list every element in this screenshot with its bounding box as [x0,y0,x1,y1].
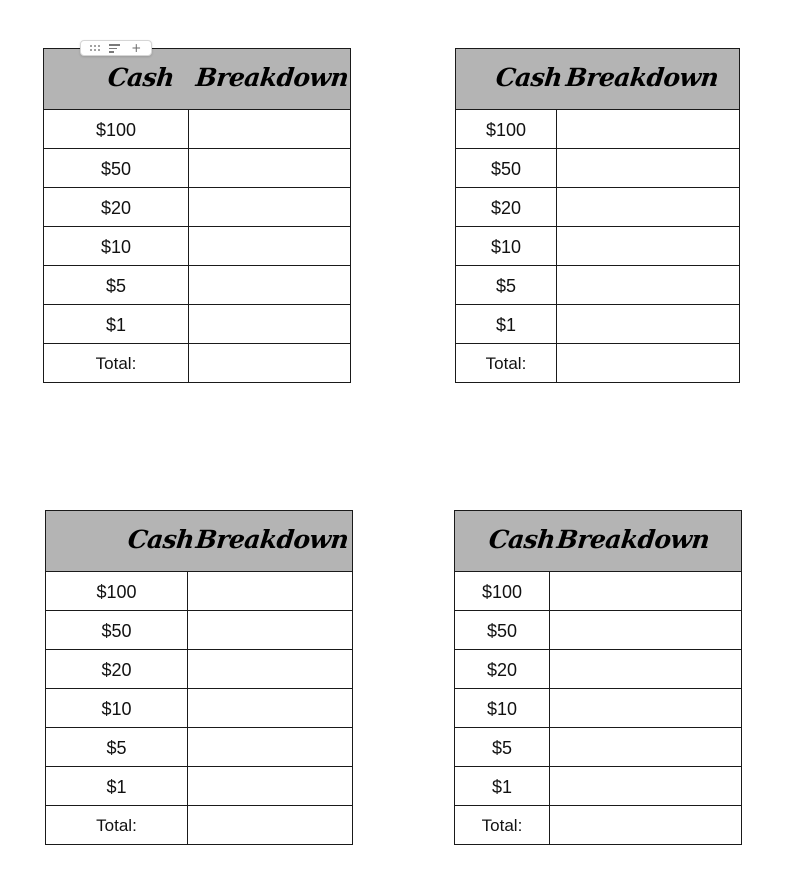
title-cash: Cash [126,525,196,554]
denomination-label: $20 [46,650,188,689]
amount-cell[interactable] [188,689,353,728]
denomination-label: $10 [456,227,557,266]
table-header-row [456,49,740,110]
table-row [46,728,353,767]
denomination-label: $5 [455,728,550,767]
table-handle-toolbar [80,40,152,56]
total-amount-cell[interactable] [557,344,740,383]
amount-cell[interactable] [189,266,351,305]
denomination-label: $10 [46,689,188,728]
denomination-label: $100 [46,572,188,611]
table-row [455,572,742,611]
table-title-cell [455,511,742,572]
total-label: Total: [456,344,557,383]
denomination-label: $50 [456,149,557,188]
table-header-row [46,511,353,572]
total-label: Total: [44,344,189,383]
drag-handle-icon[interactable] [89,44,101,52]
cash-breakdown-table-top-left [43,48,351,383]
denomination-label: $20 [456,188,557,227]
table-row [455,767,742,806]
cash-breakdown-table-bottom-right [454,510,742,845]
table-row [44,227,351,266]
amount-cell[interactable] [189,188,351,227]
amount-cell[interactable] [550,611,742,650]
denomination-label: $1 [456,305,557,344]
total-row [455,806,742,845]
amount-cell[interactable] [550,767,742,806]
amount-cell[interactable] [550,728,742,767]
amount-cell[interactable] [188,572,353,611]
table-row [455,728,742,767]
total-label: Total: [46,806,188,845]
plus-icon[interactable]: + [131,41,142,55]
amount-cell[interactable] [188,650,353,689]
amount-cell[interactable] [557,188,740,227]
table-title-cell [46,511,353,572]
total-amount-cell[interactable] [550,806,742,845]
denomination-label: $5 [456,266,557,305]
table-row [456,188,740,227]
amount-cell[interactable] [557,305,740,344]
total-row [46,806,353,845]
amount-cell[interactable] [188,728,353,767]
amount-cell[interactable] [189,149,351,188]
cash-breakdown-table-top-right [455,48,740,383]
denomination-label: $100 [456,110,557,149]
denomination-label: $1 [44,305,189,344]
denomination-label: $100 [44,110,189,149]
title-breakdown: Breakdown [194,63,350,92]
total-row [456,344,740,383]
title-breakdown: Breakdown [194,525,350,554]
amount-cell[interactable] [189,227,351,266]
amount-cell[interactable] [189,110,351,149]
amount-cell[interactable] [188,767,353,806]
table-row [456,305,740,344]
amount-cell[interactable] [550,572,742,611]
total-label: Total: [455,806,550,845]
amount-cell[interactable] [550,650,742,689]
table-title-cell [44,49,351,110]
denomination-label: $20 [455,650,550,689]
amount-cell[interactable] [550,689,742,728]
amount-cell[interactable] [189,305,351,344]
table-title-cell [456,49,740,110]
table-row [456,149,740,188]
table-row [44,149,351,188]
table-row [455,689,742,728]
table-row [455,611,742,650]
table-row [44,110,351,149]
table-row [44,305,351,344]
title-cash: Cash [106,63,176,92]
denomination-label: $10 [455,689,550,728]
sort-icon[interactable] [108,43,122,53]
table-row [44,188,351,227]
title-breakdown: Breakdown [555,525,711,554]
amount-cell[interactable] [557,266,740,305]
amount-cell[interactable] [557,110,740,149]
total-amount-cell[interactable] [188,806,353,845]
table-row [456,110,740,149]
title-breakdown: Breakdown [564,63,720,92]
denomination-label: $100 [455,572,550,611]
table-header-row [44,49,351,110]
denomination-label: $5 [44,266,189,305]
table-row [44,266,351,305]
total-row [44,344,351,383]
table-row [456,227,740,266]
amount-cell[interactable] [557,227,740,266]
denomination-label: $50 [46,611,188,650]
amount-cell[interactable] [557,149,740,188]
table-row [46,689,353,728]
table-row [46,611,353,650]
table-row [455,650,742,689]
denomination-label: $50 [44,149,189,188]
denomination-label: $10 [44,227,189,266]
denomination-label: $5 [46,728,188,767]
cash-breakdown-table-bottom-left [45,510,353,845]
title-cash: Cash [494,63,564,92]
amount-cell[interactable] [188,611,353,650]
denomination-label: $20 [44,188,189,227]
table-row [46,767,353,806]
title-cash: Cash [487,525,557,554]
table-row [456,266,740,305]
total-amount-cell[interactable] [189,344,351,383]
table-row [46,572,353,611]
denomination-label: $50 [455,611,550,650]
table-header-row [455,511,742,572]
denomination-label: $1 [455,767,550,806]
table-row [46,650,353,689]
denomination-label: $1 [46,767,188,806]
